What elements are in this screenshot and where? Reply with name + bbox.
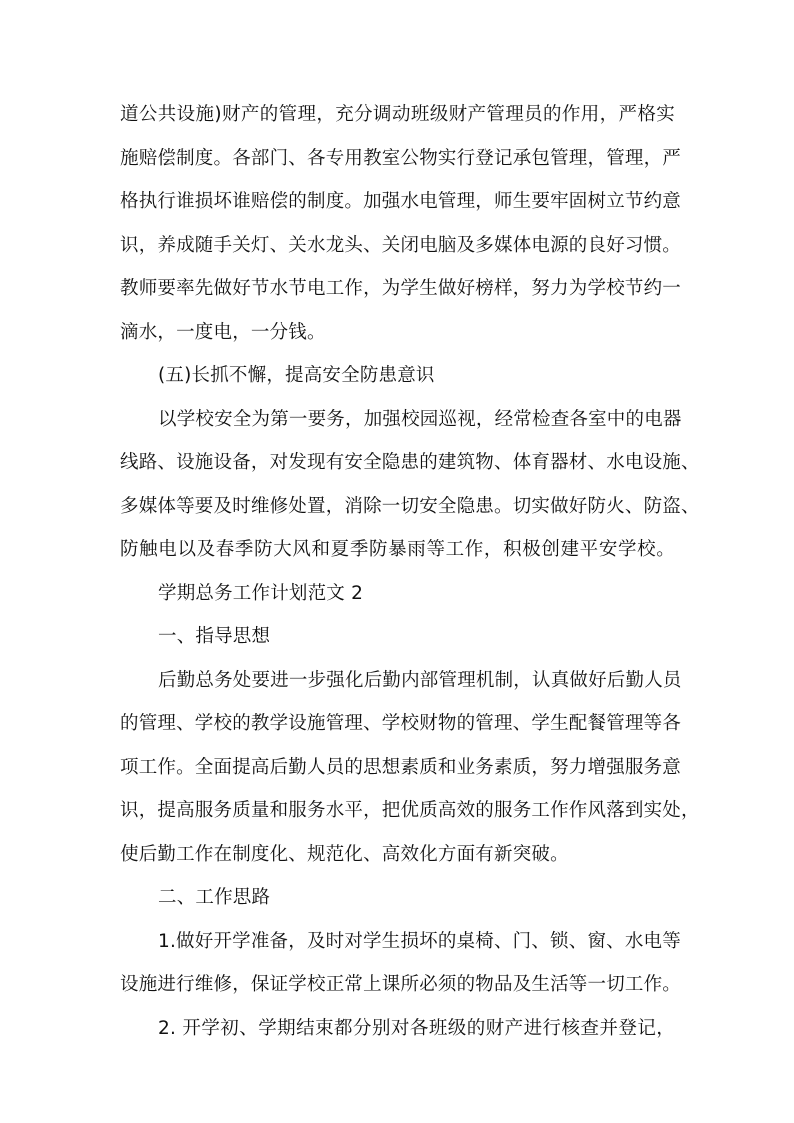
- paragraph-line: 道公共设施)财产的管理，充分调动班级财产管理员的作用，严格实: [120, 104, 675, 125]
- paragraph-line: 项工作。全面提高后勤人员的思想素质和业务素质，努力增强服务意: [120, 756, 682, 778]
- paragraph-line: 使后勤工作在制度化、规范化、高效化方面有新突破。: [120, 843, 569, 865]
- paragraph-line: 线路、设施设备，对发现有安全隐患的建筑物、体育器材、水电设施、: [120, 452, 700, 473]
- paragraph-line: 后勤总务处要进一步强化后勤内部管理机制，认真做好后勤人员: [158, 669, 682, 691]
- paragraph-line: 格执行谁损坏谁赔偿的制度。加强水电管理，师生要牢固树立节约意: [120, 191, 682, 212]
- paragraph-line: 多媒体等要及时维修处置，消除一切安全隐患。切实做好防火、防盗、: [120, 495, 700, 517]
- document-subtitle: 学期总务工作计划范文 2: [158, 582, 364, 604]
- section-heading: (五)长抓不懈，提高安全防患意识: [158, 365, 435, 386]
- paragraph-line: 教师要率先做好节水节电工作，为学生做好榜样，努力为学校节约一: [120, 278, 682, 299]
- paragraph-line: 防触电以及春季防大风和夏季防暴雨等工作，积极创建平安学校。: [120, 539, 675, 560]
- paragraph-line: 的管理、学校的教学设施管理、学校财物的管理、学生配餐管理等各: [120, 713, 682, 734]
- paragraph-line: 识，养成随手关灯、关水龙头、关闭电脑及多媒体电源的良好习惯。: [120, 234, 682, 256]
- paragraph-line: 施赔偿制度。各部门、各专用教室公物实行登记承包管理，管理，严: [120, 147, 682, 169]
- section-heading: 一、指导思想: [158, 626, 271, 647]
- list-item-line: 2. 开学初、学期结束都分别对各班级的财产进行核查并登记，: [158, 1017, 675, 1039]
- paragraph-line: 滴水，一度电，一分钱。: [120, 321, 326, 343]
- section-heading: 二、工作思路: [158, 887, 271, 908]
- list-item-line: 1.做好开学准备，及时对学生损坏的桌椅、门、锁、窗、水电等: [158, 930, 681, 952]
- paragraph-line: 识，提高服务质量和服务水平，把优质高效的服务工作作风落到实处，: [120, 800, 700, 821]
- paragraph-line: 以学校安全为第一要务，加强校园巡视，经常检查各室中的电器: [158, 408, 682, 430]
- document-body: [120, 93, 700, 1050]
- list-item-line: 设施进行维修，保证学校正常上课所必须的物品及生活等一切工作。: [120, 974, 682, 995]
